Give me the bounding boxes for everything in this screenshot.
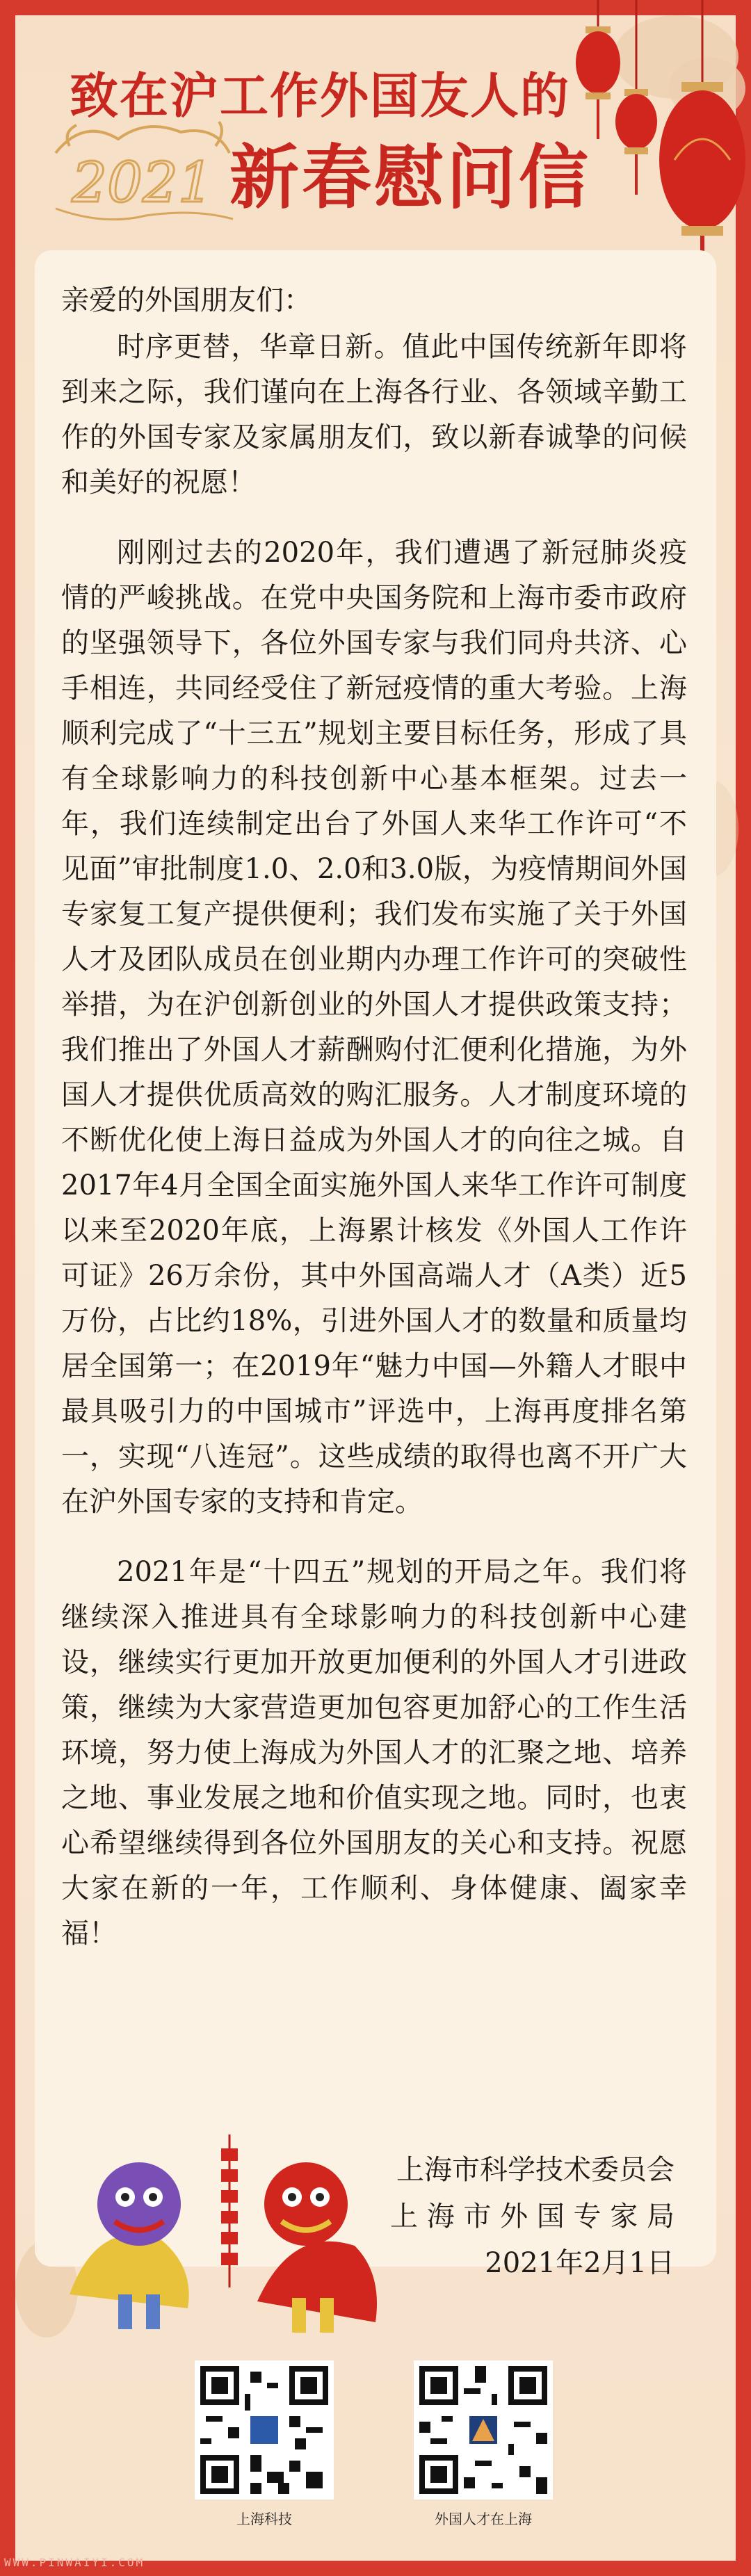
signature (382, 2147, 675, 2287)
qr-label: 上海科技 (236, 2511, 292, 2527)
qr-code-icon[interactable] (414, 2360, 553, 2500)
lion-dance-icon (56, 2121, 389, 2350)
title-line1: 致在沪工作外国友人的 (70, 67, 570, 124)
signature-date: 2021年2月1日 (485, 2247, 675, 2279)
qr-label: 外国人才在上海 (435, 2511, 532, 2527)
qr-code-1[interactable] (191, 2360, 337, 2528)
paragraph: 2021年是“十四五”规划的开局之年。我们将继续深入推进具有全球影响力的科技创新中心建设，继续实行更加开放更加便利的外国人才引进政策，继续为大家营造更加包容更加舒心的工作生活环境，努力使上海成为外国人才的汇聚之地、培养之地、事业发展之地和价值实现之地。同时，也衷心希望继续得到各位外国朋友的关心和支持。祝愿大家在新的一年，工作顺利、身体健康、阖家幸福！ (61, 1556, 687, 1950)
paragraph: 时序更替，华章日新。值此中国传统新年即将到来之际，我们谨向在上海各行业、各领域辛勤工作的外国专家及家属朋友们，致以新春诚挚的问候和美好的祝愿！ (61, 331, 687, 499)
year-art-text: 2021 (72, 150, 213, 215)
title-line2: 新春慰问信 (229, 137, 591, 218)
greeting: 亲爱的外国朋友们： (61, 284, 312, 316)
qr-code-icon[interactable] (195, 2360, 334, 2500)
qr-code-2[interactable] (410, 2360, 556, 2528)
signature-org2: 上 海 市 外 国 专 家 局 (389, 2201, 675, 2233)
paragraph: 刚刚过去的2020年，我们遭遇了新冠肺炎疫情的严峻挑战。在党中央国务院和上海市委市政府的坚强领导下，各位外国专家与我们同舟共济、心手相连，共同经受住了新冠疫情的重大考验。上海顺利完成了“十三五”规划主要目标任务，形成了具有全球影响力的科技创新中心基本框架。过去一年，我们连续制定出台了外国人来华工作许可“不见面”审批制度1.0、2.0和3.0版，为疫情期间外国专家复工复产提供便利；我们发布实施了关于外国人才及团队成员在创业期内办理工作许可的突破性举措，为在沪创新创业的外国人才提供政策支持；我们推出了外国人才薪酬购付汇便利化措施，为外国人才提供优质高效的购汇服务。人才制度环境的不断优化使上海日益成为外国人才的向往之城。自2017年4月全国全面实施外国人来华工作许可制度以来至2020年底，上海累计核发《外国人工作许可证》26万余份，其中外国高端人才（A类）近5万份，占比约18%，引进外国人才的数量和质量均居全国第一；在2019年“魅力中国—外籍人才眼中最具吸引力的中国城市”评选中，上海再度排名第一，实现“八连冠”。这些成绩的取得也离不开广大在沪外国专家的支持和肯定。 (61, 537, 687, 1518)
firecracker-icon (221, 2134, 238, 2287)
watermark-text: WWW.PINWAIYI.COM (4, 2556, 145, 2569)
signature-org1: 上海市科学技术委员会 (396, 2154, 675, 2186)
letter-body (61, 278, 687, 1982)
